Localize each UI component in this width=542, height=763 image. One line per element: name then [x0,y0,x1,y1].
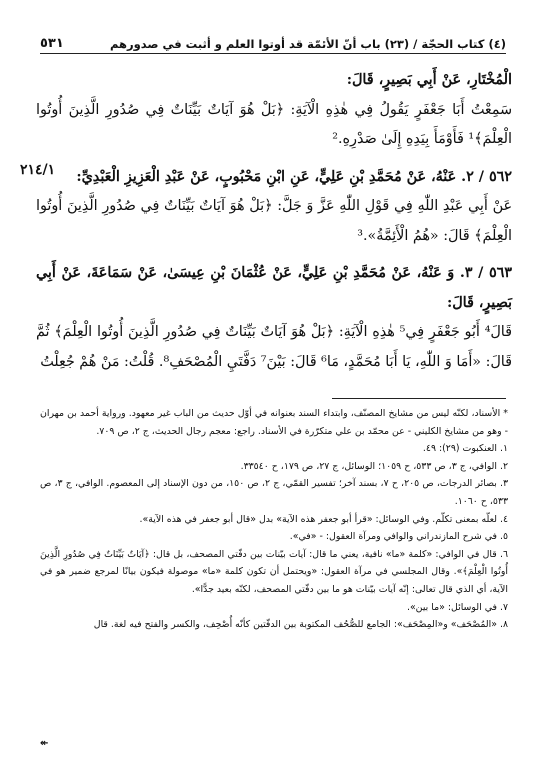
running-header [40,30,506,54]
paragraph-gap [36,251,512,259]
footnote: ٨. «المُصْحَف» و«المِصْحَف»: الجامع للصُّحُف المكتوبة بين الدفّتين كأنّه أُصْحِف، والكسر والفتح فيه لغة. قال [93,619,508,631]
footnote: ٤. لعلّه بمعنى تكلّم. وفي الوسائل: «قرأ أبو جعفر هذه الآية» بدل «قال أبو جعفر في هذه الآية». [139,513,508,525]
isnad-line: ٥٦٢ / ٢. عَنْهُ، عَنْ مُحَمَّدِ بْنِ عَلِيٍّ، عَنِ ابْنِ مَحْبُوبٍ، عَنْ عَبْدِ الْعَزِيزِ الْعَبْدِيِّ: [76,168,512,185]
footnote: ٧. في الوسائل: «ما بين». [406,601,508,613]
footnote-divider [332,398,506,399]
isnad-line: ٥٦٣ / ٣. وَ عَنْهُ، عَنْ مُحَمَّدِ بْنِ عَلِيٍّ، عَنْ عُثْمَانَ بْنِ عِيسَىٰ، عَنْ سَمَاعَةَ، عَنْ أَبِي بَصِيرٍ، قَالَ: [36,265,512,311]
hadith-text: عَنْ أَبِي عَبْدِ اللّٰهِ فِي قَوْلِ اللّٰهِ عَزَّ وَ جَلَّ: ﴿بَلْ هُوَ آيَاتٌ بَيِّنَاتٌ فِي صُدُورِ الَّذِينَ أُوتُوا الْعِلْمَ﴾ قَالَ: «هُمُ الْأَئِمَّةُ».³ [36,198,512,244]
page-number: ٥٣١ [40,36,64,51]
footnote: ٣. بصائر الدرجات، ص ٢٠٥، ح ٧، بسند آخر؛ تفسير القمّي، ج ٢، ص ١٥٠، من دون الإسناد إلى المعصوم. الوافي، ج ٣، ص ٥٣٣، ح ١٠٦٠. [40,478,509,507]
side-reference: ٢١٤/١ [20,162,56,178]
hadith-text: سَمِعْتُ أَبَا جَعْفَرٍ يَقُولُ فِي هٰذِهِ الْآيَةِ: ﴿بَلْ هُوَ آيَاتٌ بَيِّنَاتٌ فِي صُدُورِ الَّذِينَ أُوتُوا الْعِلْمَ﴾¹ فَأَوْمَأَ بِيَدِهِ إِلَىٰ صَدْرِهِ.² [36,101,512,147]
isnad-line: الْمُخْتَارِ، عَنْ أَبِي بَصِيرٍ، قَالَ: [346,72,512,88]
hadith-text: قَالَ⁴ أَبُو جَعْفَرٍ فِي⁵ هٰذِهِ الْآيَةِ: ﴿بَلْ هُوَ آيَاتٌ بَيِّنَاتٌ فِي صُدُورِ الَّذِينَ أُوتُوا الْعِلْمَ﴾ ثُمَّ قَالَ: «أَمَا وَ اللّٰهِ، يَا أَبَا مُحَمَّدٍ، مَا⁶ قَالَ: بَيْنَ⁷ دَفَّتَيِ الْمُصْحَفِ⁸. قُلْتُ: مَنْ هُمْ جُعِلْتُ [36,324,512,370]
footnote: ١. العنكبوت (٢٩): ٤٩. [422,443,508,455]
paragraph-gap [36,155,512,163]
footnotes [40,405,508,634]
footnote-continuation: * الأسناد، لكنّه ليس من مشايخ المصنّف، وابتداء السند بعنوانه في أوّل حديث من الباب غير معهود. ورواية أحمد بن مهران - وهو من مشايخ الكليني - عن محمّد بن علي متكرّرة في الأسناد. راجع: معجم رجال الحديث، ج ٢، ص ٧٠٩. [40,408,508,437]
continuation-mark: ↞ [40,738,47,749]
footnote: ٥. في شرح المازندراني والوافي ومرآة العقول: - «في». [289,531,508,543]
running-title: (٤) كتاب الحجّة / (٢٣) باب أنّ الأئمّة قد أوتوا العلم و أثبت في صدورهم [109,37,506,51]
footnote: ٦. قال في الوافي: «كلمة «ما» نافية، يعني ما قال: آيات بيّنات بين دفّتي المصحف، بل قال: ﴿آيَاتٌ بَيِّنَاتٌ فِي صُدُورِ الَّذِينَ أُوتُوا الْعِلْمَ﴾». وقال المجلسي في مرآة العقول: «ويحتمل أن تكون كلمة «ما» موصولة فيكون بيانًا لمرجع ضمير هو في الآية، أي الذي قال تعالى: إنّه آيات بيّنات هو ما بين دفّتي المصحف، لكنّه بعيد جدًّا». [40,548,508,595]
footnote: ٢. الوافي، ج ٣، ص ٥٣٣، ح ١٠٥٩؛ الوسائل، ج ٢٧، ص ١٧٩، ح ٣٣٥٤٠. [240,460,508,472]
main-text [36,66,512,377]
